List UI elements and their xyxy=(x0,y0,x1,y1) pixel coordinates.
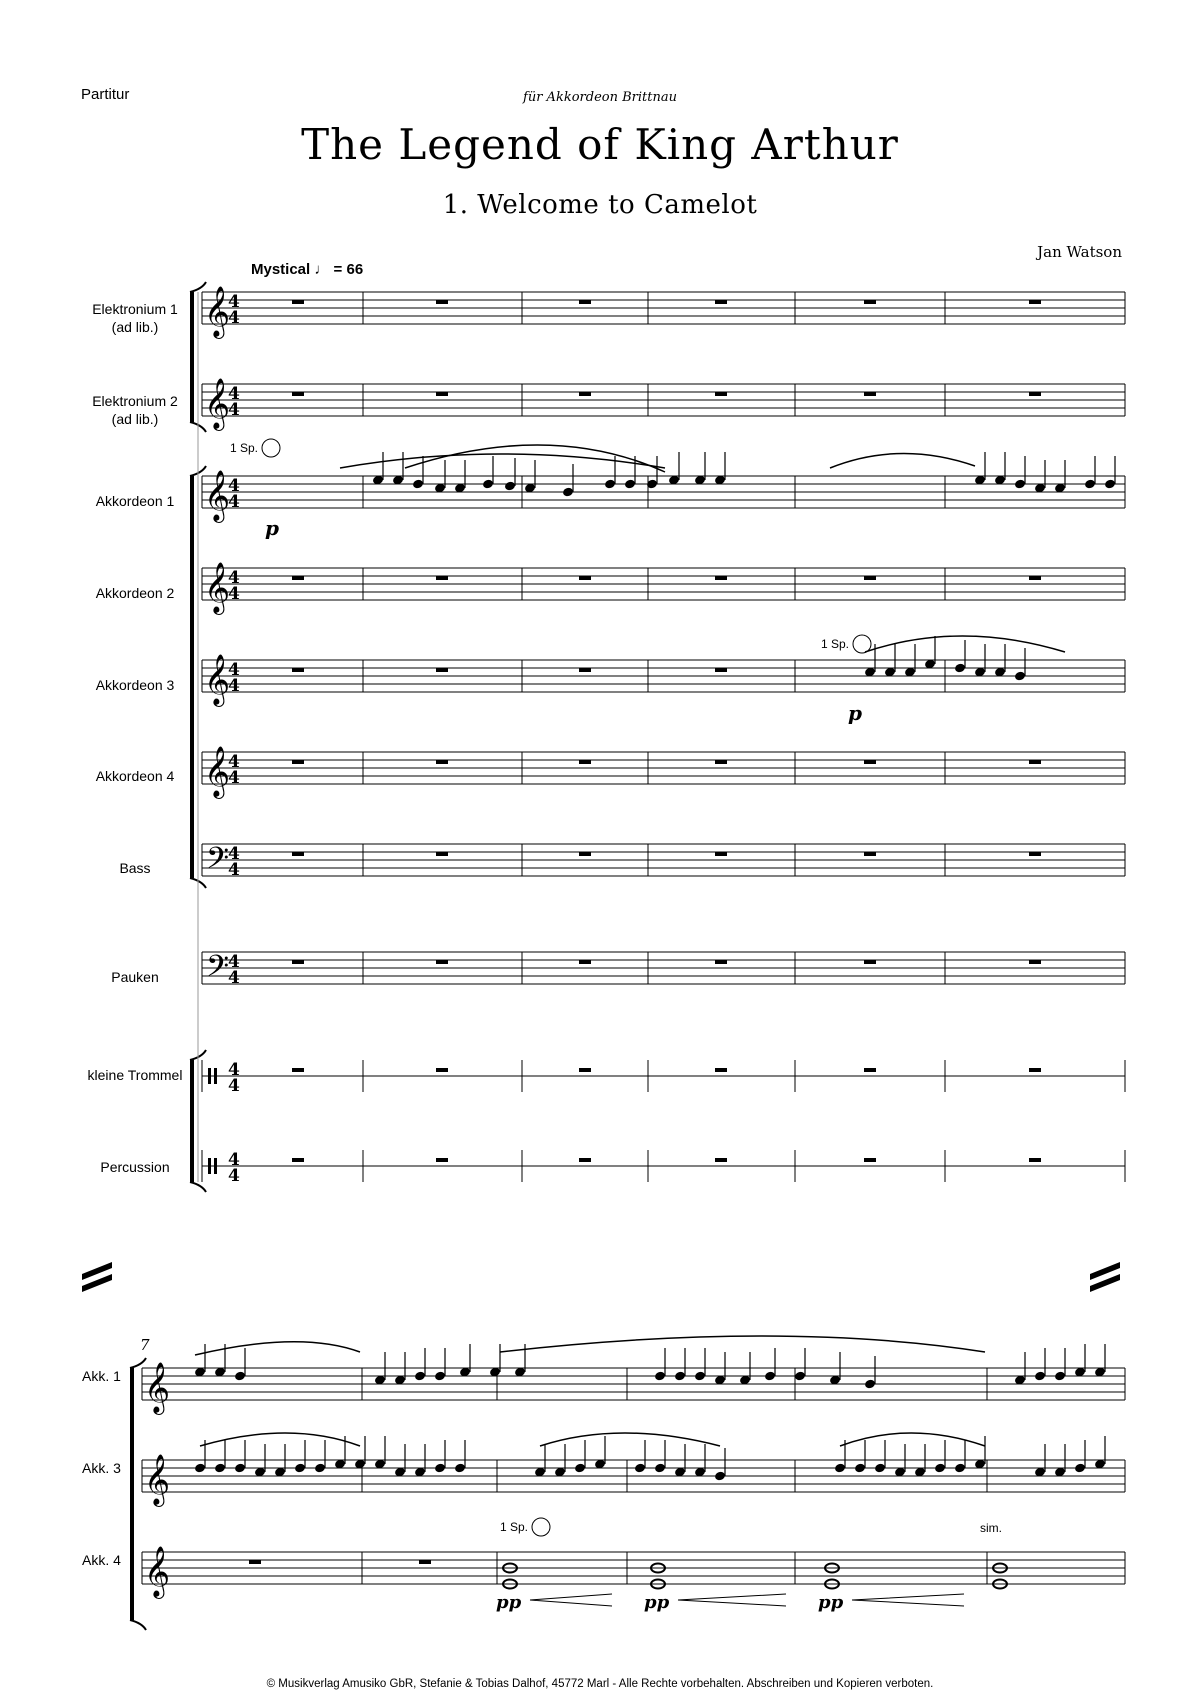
dynamics-pp-row xyxy=(496,1592,964,1613)
svg-text:4: 4 xyxy=(228,384,240,404)
dynamic-pp: pp xyxy=(496,1592,522,1613)
instrument-akkordeon-3: Akkordeon 3 xyxy=(95,677,175,693)
note-head xyxy=(954,1463,966,1474)
whole-rest-icon xyxy=(579,668,591,672)
treble-clef-icon: 𝄞 xyxy=(204,286,231,337)
svg-text:4: 4 xyxy=(228,568,240,588)
note-head xyxy=(1054,1371,1066,1382)
whole-rest-icon xyxy=(579,1158,591,1162)
melody-akk1-s2b xyxy=(654,1344,1106,1389)
melody-akk3-s2c xyxy=(834,1436,1106,1477)
whole-rest-icon xyxy=(579,300,591,304)
time-signature xyxy=(228,1060,240,1096)
note-head xyxy=(794,1371,806,1382)
whole-rest-icon xyxy=(864,300,876,304)
svg-text:4: 4 xyxy=(228,584,240,604)
piece-title: The Legend of King Arthur xyxy=(301,120,899,169)
note-head xyxy=(434,1371,446,1382)
note-head xyxy=(234,1371,246,1382)
treble-clef-icon: 𝄞 xyxy=(144,1362,171,1413)
whole-rest-icon xyxy=(715,1068,727,1072)
svg-text:4: 4 xyxy=(228,292,240,312)
treble-clef-icon: 𝄞 xyxy=(144,1546,171,1597)
instrument-akkordeon-1: Akkordeon 1 xyxy=(95,493,175,509)
instrument-akkordeon-4: Akkordeon 4 xyxy=(95,768,175,784)
treble-clef-icon: 𝄞 xyxy=(204,378,231,429)
staff-percussion xyxy=(202,1150,1125,1186)
note-head xyxy=(864,1379,876,1390)
whole-rest-icon xyxy=(864,852,876,856)
staff-kleine-trommel xyxy=(202,1060,1125,1096)
system-separator-right-icon xyxy=(1090,1262,1120,1292)
treble-clef-icon: 𝄞 xyxy=(204,746,231,797)
whole-rest-icon xyxy=(864,576,876,580)
whole-rest-icon xyxy=(292,392,304,396)
instrument-akk-1: Akk. 1 xyxy=(82,1368,121,1384)
bass-clef-icon: 𝄢 xyxy=(206,842,230,883)
note-head xyxy=(1074,1463,1086,1474)
whole-rest-icon xyxy=(1029,760,1041,764)
note-head xyxy=(714,1471,726,1482)
time-signature xyxy=(228,384,240,420)
note-head xyxy=(574,1463,586,1474)
dynamic-p-akk3: p xyxy=(848,701,862,725)
staff-akkordeon-3 xyxy=(202,654,1125,707)
whole-rest-icon xyxy=(436,392,448,396)
whole-rest-icon xyxy=(292,1068,304,1072)
whole-rest-icon xyxy=(579,1068,591,1072)
note-head xyxy=(234,1463,246,1474)
whole-rest-icon xyxy=(292,852,304,856)
svg-text:4: 4 xyxy=(228,660,240,680)
register-label-akk4: 1 Sp. xyxy=(500,1520,529,1534)
note-head xyxy=(954,663,966,674)
whole-rest-icon xyxy=(579,852,591,856)
note-head xyxy=(654,1371,666,1382)
whole-rest-icon xyxy=(1029,852,1041,856)
staff-bass xyxy=(202,842,1125,883)
note-head xyxy=(624,479,636,490)
dynamic-pp: pp xyxy=(818,1592,844,1613)
time-signature xyxy=(228,660,240,696)
note-head xyxy=(454,1463,466,1474)
note-head xyxy=(194,1463,206,1474)
note-head xyxy=(1084,479,1096,490)
instrument-kleine-trommel: kleine Trommel xyxy=(87,1067,183,1083)
instrument-akk-3: Akk. 3 xyxy=(82,1460,121,1476)
whole-rest-icon xyxy=(436,300,448,304)
time-signature xyxy=(228,568,240,604)
treble-clef-icon: 𝄞 xyxy=(204,562,231,613)
whole-rest-icon xyxy=(292,760,304,764)
quarter-note-icon: ♩ xyxy=(314,261,330,278)
tempo-value: = 66 xyxy=(333,261,364,278)
percussion-clef-icon xyxy=(214,1068,217,1084)
time-signature xyxy=(228,476,240,512)
bass-clef-icon: 𝄢 xyxy=(206,950,230,991)
whole-rest-icon xyxy=(715,852,727,856)
whole-rest-icon xyxy=(864,1068,876,1072)
register-symbol-icon xyxy=(853,635,871,653)
staff-akk-4 xyxy=(142,1546,1125,1599)
instrument-bass: Bass xyxy=(119,860,151,876)
whole-rest-icon xyxy=(864,1158,876,1162)
treble-clef-icon: 𝄞 xyxy=(204,470,231,521)
note-head xyxy=(482,479,494,490)
whole-rest-icon xyxy=(715,960,727,964)
treble-clef-icon: 𝄞 xyxy=(204,654,231,705)
note-head xyxy=(874,1463,886,1474)
whole-rest-icon xyxy=(1029,960,1041,964)
time-signature xyxy=(228,1150,240,1186)
time-signature xyxy=(228,752,240,788)
system-1 xyxy=(202,286,1125,1186)
staff-akkordeon-1 xyxy=(202,470,1125,523)
whole-rest-icon xyxy=(436,1158,448,1162)
whole-rest-icon xyxy=(1029,1068,1041,1072)
whole-rest-icon xyxy=(436,760,448,764)
note-head xyxy=(834,1463,846,1474)
whole-rest-icon xyxy=(436,960,448,964)
register-symbol-icon xyxy=(262,439,280,457)
note-head xyxy=(504,481,516,492)
whole-rest-icon xyxy=(292,960,304,964)
svg-text:4: 4 xyxy=(228,860,240,880)
note-head xyxy=(674,1371,686,1382)
note-head xyxy=(294,1463,306,1474)
note-head xyxy=(412,479,424,490)
note-head xyxy=(694,1371,706,1382)
staff-akkordeon-4 xyxy=(202,746,1125,799)
composer: Jan Watson xyxy=(1037,243,1122,261)
whole-rest-icon xyxy=(1029,1158,1041,1162)
copyright-footer: © Musikverlag Amusiko GbR, Stefanie & Tobias Dalhof, 45772 Marl - Alle Rechte vorbehalten. Abschreiben und Kopieren verboten. xyxy=(266,1678,934,1690)
note-head xyxy=(854,1463,866,1474)
staff-akk-1 xyxy=(142,1362,1125,1415)
svg-text:4: 4 xyxy=(228,676,240,696)
whole-rest-icon xyxy=(1029,392,1041,396)
instrument-akkordeon-2: Akkordeon 2 xyxy=(95,585,175,601)
movement-title: 1. Welcome to Camelot xyxy=(442,190,758,220)
instrument-akk-4: Akk. 4 xyxy=(82,1552,121,1568)
note-head xyxy=(764,1371,776,1382)
note-head xyxy=(1014,671,1026,682)
whole-rest-icon xyxy=(292,668,304,672)
staff-elektronium-2 xyxy=(202,378,1125,431)
staff-pauken xyxy=(202,950,1125,991)
partitur-label: Partitur xyxy=(81,86,130,103)
instrument-name: Elektronium 2 xyxy=(92,393,178,409)
whole-rest-icon xyxy=(579,392,591,396)
measure-number: 7 xyxy=(140,1336,150,1354)
note-head xyxy=(1014,479,1026,490)
instrument-note: (ad lib.) xyxy=(111,319,159,335)
whole-rest-icon xyxy=(436,668,448,672)
whole-rest-icon xyxy=(292,1158,304,1162)
whole-rest-icon xyxy=(864,392,876,396)
svg-text:4: 4 xyxy=(228,968,240,988)
whole-rest-icon xyxy=(715,300,727,304)
whole-rest-icon xyxy=(1029,300,1041,304)
whole-rest-icon xyxy=(249,1560,261,1564)
whole-rest-icon xyxy=(436,576,448,580)
melody-akk1-s2 xyxy=(194,1344,526,1385)
whole-rest-icon xyxy=(579,960,591,964)
note-head xyxy=(654,1463,666,1474)
register-symbol-icon xyxy=(532,1518,550,1536)
whole-rest-icon xyxy=(579,760,591,764)
system-separator-left-icon xyxy=(82,1262,112,1292)
svg-text:4: 4 xyxy=(228,952,240,972)
whole-rest-icon xyxy=(419,1560,431,1564)
svg-text:4: 4 xyxy=(228,1166,240,1186)
percussion-clef-icon xyxy=(214,1158,217,1174)
melody-akk3-s2b xyxy=(534,1436,726,1481)
sim-marking: sim. xyxy=(980,1521,1002,1535)
svg-text:4: 4 xyxy=(228,1076,240,1096)
whole-rest-icon xyxy=(864,960,876,964)
time-signature xyxy=(228,844,240,880)
whole-rest-icon xyxy=(715,1158,727,1162)
svg-text:4: 4 xyxy=(228,308,240,328)
percussion-clef-icon xyxy=(208,1158,211,1174)
register-label-akk1: 1 Sp. xyxy=(230,441,259,455)
staff-elektronium-1 xyxy=(202,286,1125,339)
svg-text:4: 4 xyxy=(228,1150,240,1170)
whole-rest-icon xyxy=(292,576,304,580)
treble-clef-icon: 𝄞 xyxy=(144,1454,171,1505)
dynamic-pp: pp xyxy=(644,1592,670,1613)
time-signature xyxy=(228,952,240,988)
svg-text:4: 4 xyxy=(228,768,240,788)
svg-text:4: 4 xyxy=(228,492,240,512)
system-2 xyxy=(142,1336,1125,1599)
whole-rest-icon xyxy=(436,1068,448,1072)
note-head xyxy=(604,479,616,490)
dedication: für Akkordeon Brittnau xyxy=(523,90,677,105)
whole-rest-icon xyxy=(1029,576,1041,580)
dynamic-p-akk1: p xyxy=(265,516,279,540)
whole-rest-icon xyxy=(864,760,876,764)
whole-rest-icon xyxy=(436,852,448,856)
whole-rest-icon xyxy=(715,576,727,580)
note-head xyxy=(934,1463,946,1474)
svg-text:4: 4 xyxy=(228,844,240,864)
register-label-akk3: 1 Sp. xyxy=(821,637,850,651)
svg-text:4: 4 xyxy=(228,400,240,420)
melody-akk3-s2 xyxy=(194,1436,466,1477)
svg-text:4: 4 xyxy=(228,752,240,772)
whole-rest-icon xyxy=(579,576,591,580)
note-head xyxy=(1104,479,1116,490)
whole-rest-icon xyxy=(715,668,727,672)
svg-text:4: 4 xyxy=(228,1060,240,1080)
instrument-pauken: Pauken xyxy=(111,969,159,985)
percussion-clef-icon xyxy=(208,1068,211,1084)
tempo-text: Mystical xyxy=(251,261,311,278)
note-head xyxy=(414,1371,426,1382)
whole-rest-icon xyxy=(715,392,727,396)
note-head xyxy=(214,1463,226,1474)
note-head xyxy=(314,1463,326,1474)
melody-akk1-m6 xyxy=(974,452,1116,493)
whole-rest-icon xyxy=(715,760,727,764)
instrument-percussion: Percussion xyxy=(100,1159,170,1175)
note-head xyxy=(562,487,574,498)
svg-text:4: 4 xyxy=(228,476,240,496)
note-head xyxy=(634,1463,646,1474)
staff-akkordeon-2 xyxy=(202,562,1125,615)
note-head xyxy=(434,1463,446,1474)
time-signature xyxy=(228,292,240,328)
instrument-name: Elektronium 1 xyxy=(92,301,178,317)
whole-rest-icon xyxy=(292,300,304,304)
note-head xyxy=(1034,1371,1046,1382)
instrument-note: (ad lib.) xyxy=(111,411,159,427)
